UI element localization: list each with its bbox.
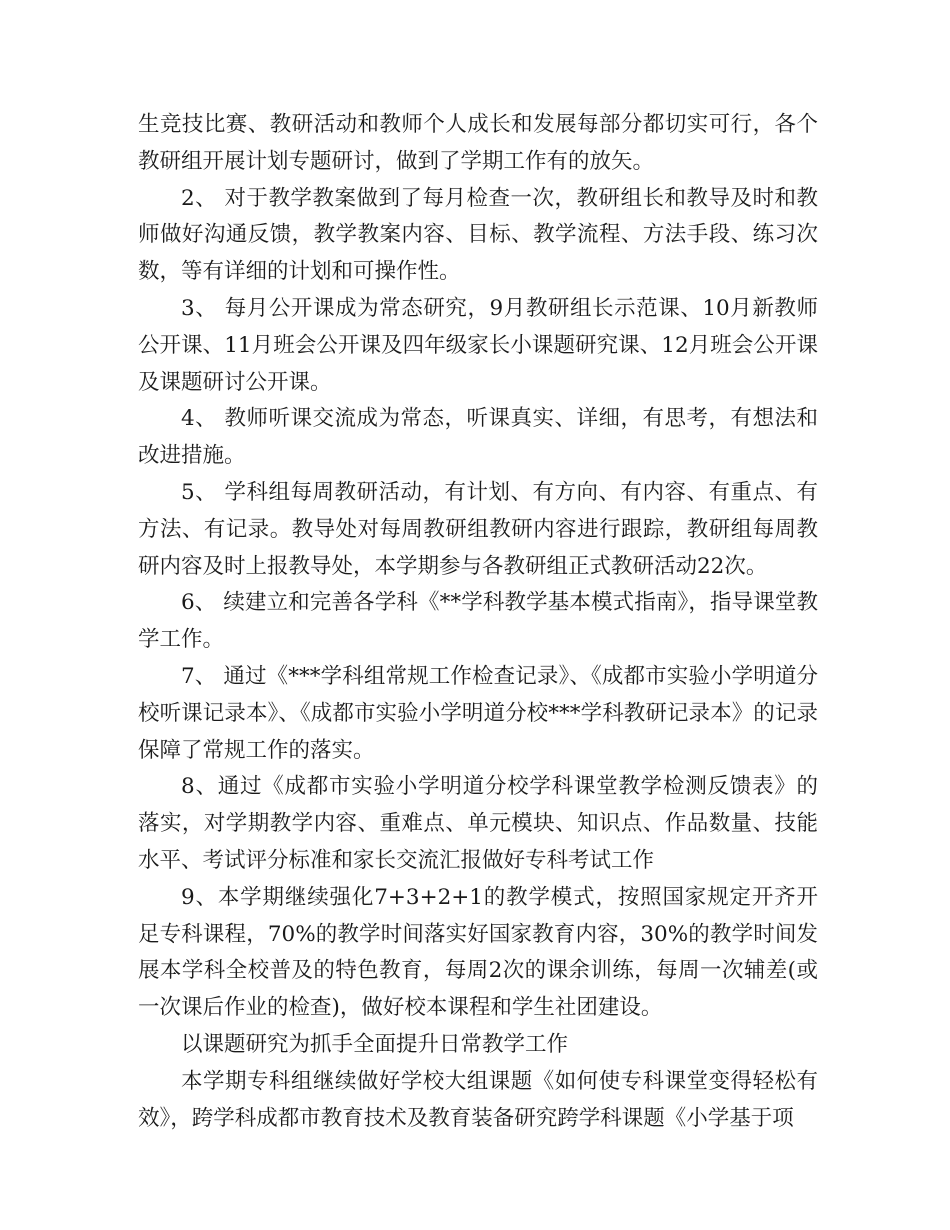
paragraph-11: 本学期专科组继续做好学校大组课题《如何使专科课堂变得轻松有效》，跨学科成都市教育技术及教育装备研究跨学科课题《小学基于项 bbox=[138, 1068, 818, 1131]
paragraph-9: 9、本学期继续强化7+3+2+1的教学模式，按照国家规定开齐开足专科课程，70%的教学时间落实好国家教育内容，30%的教学时间发展本学科全校普及的特色教育，每周2次的课余训练，每周一次辅差(或一次课后作业的检查)，做好校本课程和学生社团建设。 bbox=[138, 884, 818, 1021]
paragraph-4: 4、 教师听课交流成为常态，听课真实、详细，有思考，有想法和改进措施。 bbox=[138, 406, 818, 469]
paragraph-7: 7、 通过《***学科组常规工作检查记录》、《成都市实验小学明道分校听课记录本》、《成都市实验小学明道分校***学科教研记录本》的记录保障了常规工作的落实。 bbox=[138, 663, 818, 763]
section-heading: 以课题研究为抓手全面提升日常教学工作 bbox=[181, 1031, 569, 1057]
paragraph-5: 5、 学科组每周教研活动，有计划、有方向、有内容、有重点、有方法、有记录。教导处对每周教研组教研内容进行跟踪，教研组每周教研内容及时上报教导处，本学期参与各教研组正式教研活动22次。 bbox=[138, 479, 818, 579]
paragraph-2: 2、 对于教学教案做到了每月检查一次，教研组长和教导及时和教师做好沟通反馈，教学教案内容、目标、教学流程、方法手段、练习次数，等有详细的计划和可操作性。 bbox=[138, 185, 818, 285]
paragraph-3: 3、 每月公开课成为常态研究，9月教研组长示范课、10月新教师公开课、11月班会公开课及四年级家长小课题研究课、12月班会公开课及课题研讨公开课。 bbox=[138, 295, 818, 395]
paragraph-8: 8、通过《成都市实验小学明道分校学科课堂教学检测反馈表》的落实，对学期教学内容、重难点、单元模块、知识点、作品数量、技能水平、考试评分标准和家长交流汇报做好专科考试工作 bbox=[138, 774, 818, 873]
document-body bbox=[138, 107, 818, 1137]
paragraph-6: 6、 续建立和完善各学科《**学科教学基本模式指南》，指导课堂教学工作。 bbox=[138, 590, 818, 653]
paragraph-1: 生竞技比赛、教研活动和教师个人成长和发展每部分都切实可行，各个教研组开展计划专题研讨，做到了学期工作有的放矢。 bbox=[138, 112, 818, 174]
